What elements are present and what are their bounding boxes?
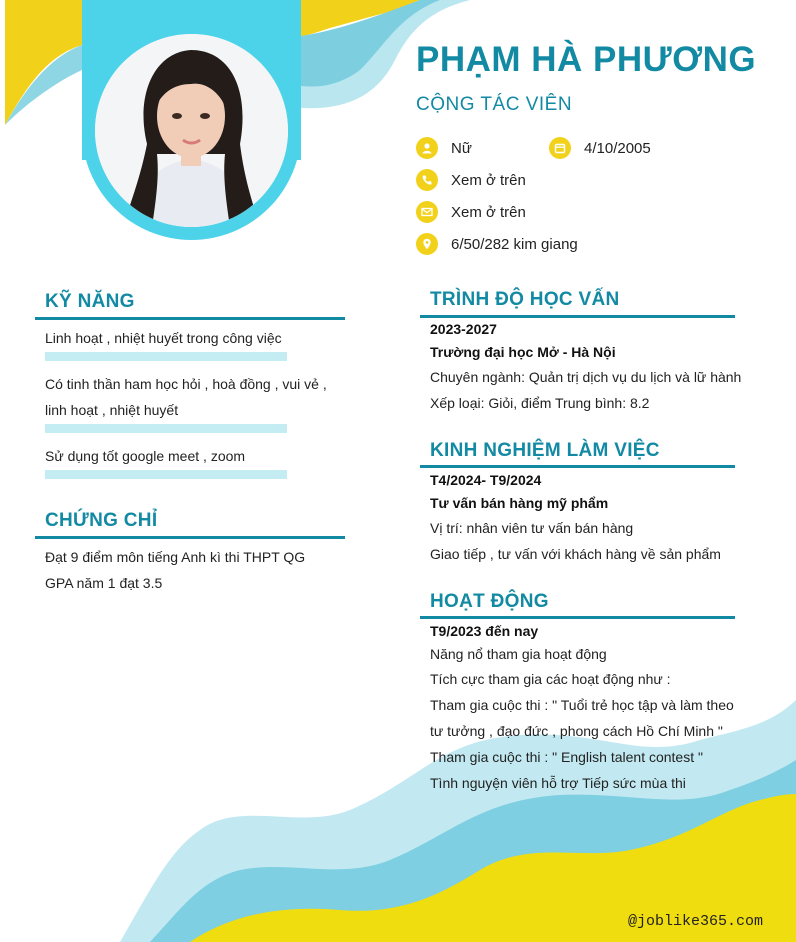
certificate-item: Đạt 9 điểm môn tiếng Anh kì thi THPT QG [45,549,306,565]
phone-icon [416,169,438,191]
phone-value: Xem ở trên [451,171,526,189]
profile-photo [95,34,288,227]
address-value: 6/50/282 kim giang [451,235,578,253]
skill-item: Linh hoạt , nhiệt huyết trong công việc [45,330,282,346]
activity-line: Tham gia cuộc thi : " Tuổi trẻ học tập và làm theo [430,697,734,713]
skill-bar [45,470,287,479]
education-period: 2023-2027 [430,321,497,337]
birthdate-row [549,137,651,159]
experience-line: Vị trí: nhân viên tư vấn bán hàng [430,520,634,536]
address-row [416,233,578,255]
mail-icon [416,201,438,223]
user-icon [416,137,438,159]
activity-line: Tích cực tham gia các hoạt động như : [430,671,671,687]
activities-divider [420,616,735,619]
education-divider [420,315,735,318]
skill-bar [45,424,287,433]
activity-line: Tham gia cuộc thi : " English talent contest " [430,749,703,765]
education-line: Xếp loại: Giỏi, điểm Trung bình: 8.2 [430,395,650,411]
gender-value: Nữ [451,139,472,157]
skill-item: Sử dụng tốt google meet , zoom [45,448,246,464]
certificates-divider [35,536,345,539]
experience-divider [420,465,735,468]
skills-title: KỸ NĂNG [45,291,135,312]
calendar-icon [549,137,571,159]
skills-divider [35,317,345,320]
experience-line: Giao tiếp , tư vấn với khách hàng về sản phẩm [430,546,721,562]
education-title: TRÌNH ĐỘ HỌC VẤN [430,289,620,310]
certificate-item: GPA năm 1 đạt 3.5 [45,575,163,591]
watermark-text: @joblike365.com [628,913,764,930]
activity-line: tư tưởng , đạo đức , phong cách Hồ Chí Minh " [430,723,723,739]
experience-title: KINH NGHIỆM LÀM VIỆC [430,440,660,461]
email-row [416,201,526,223]
activity-line: Tình nguyện viên hỗ trợ Tiếp sức mùa thi [430,775,686,791]
candidate-name: PHẠM HÀ PHƯƠNG [416,40,757,79]
activities-period: T9/2023 đến nay [430,623,539,639]
candidate-role: CỘNG TÁC VIÊN [416,94,573,115]
education-line: Chuyên ngành: Quản trị dịch vụ du lịch và lữ hành [430,369,742,385]
activities-title: HOẠT ĐỘNG [430,591,549,612]
phone-row [416,169,526,191]
birthdate-value: 4/10/2005 [584,139,651,157]
certificates-title: CHỨNG CHỈ [45,510,158,531]
skill-bar [45,352,287,361]
portrait-illustration [95,34,288,227]
experience-company: Tư vấn bán hàng mỹ phẩm [430,495,609,511]
email-value: Xem ở trên [451,203,526,221]
gender-row [416,137,472,159]
experience-period: T4/2024- T9/2024 [430,472,542,488]
location-icon [416,233,438,255]
skill-item: Có tinh thần ham học hỏi , hoà đồng , vui vẻ , linh hoạt , nhiệt huyết [45,376,327,418]
activity-line: Năng nổ tham gia hoạt động [430,646,607,662]
education-school: Trường đại học Mở - Hà Nội [430,344,616,360]
